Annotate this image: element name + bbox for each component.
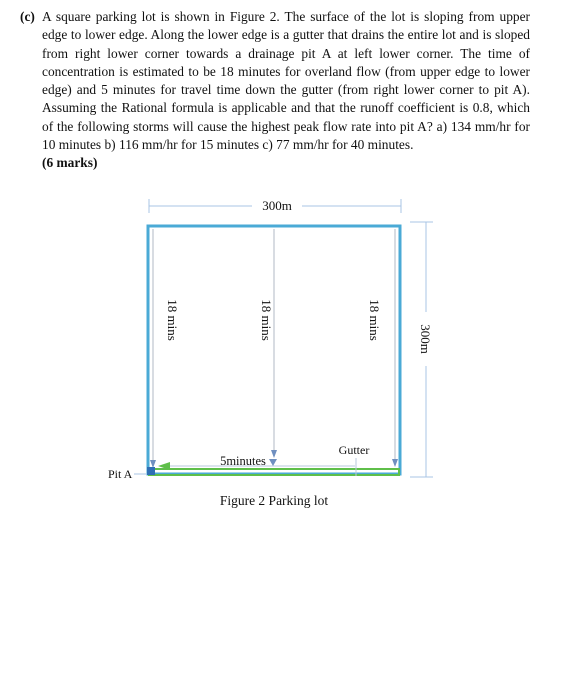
question-label: (c) (20, 9, 35, 24)
flow-label-middle: 18 mins (259, 299, 274, 341)
flow-line-right (392, 229, 398, 467)
gutter (149, 469, 399, 475)
flow-label-right: 18 mins (367, 299, 382, 341)
flow-label-left: 18 mins (165, 299, 180, 341)
top-dimension-label: 300m (262, 198, 292, 213)
gutter-time-label: 5minutes (220, 454, 266, 468)
gutter-label: Gutter (338, 443, 370, 457)
figure-caption: Figure 2 Parking lot (219, 493, 329, 508)
flow-line-middle (271, 229, 277, 458)
gutter-time-arrow-icon (269, 459, 277, 466)
question-text: A square parking lot is shown in Figure 2. The surface of the lot is sloping from upper edge to lower edge. Along the lower edge is a gutter that drains the entire lot and is sloped from right lower corner towards a drainage pit A at left lower corner. The time of concentration is estimated to be 18 minutes for overland flow (from upper edge to lower edge) and 5 minutes for travel time down the gutter (from right lower corner to pit A). Assuming the Rational formula is applicable and that the runoff coefficient is 0.8, which of the following storms will cause the highest peak flow rate into pit A? a) 134 mm/hr for 10 minutes b) 116 mm/hr for 15 minutes c) 77 mm/hr for 40 minutes. (42, 9, 530, 153)
question-marks: (6 marks) (42, 155, 98, 171)
flow-line-left (150, 229, 156, 468)
pit-a (147, 467, 155, 475)
top-dimension (149, 198, 401, 213)
pit-label: Pit A (108, 467, 133, 481)
side-dimension (410, 222, 433, 477)
side-dimension-label: 300m (418, 324, 433, 354)
